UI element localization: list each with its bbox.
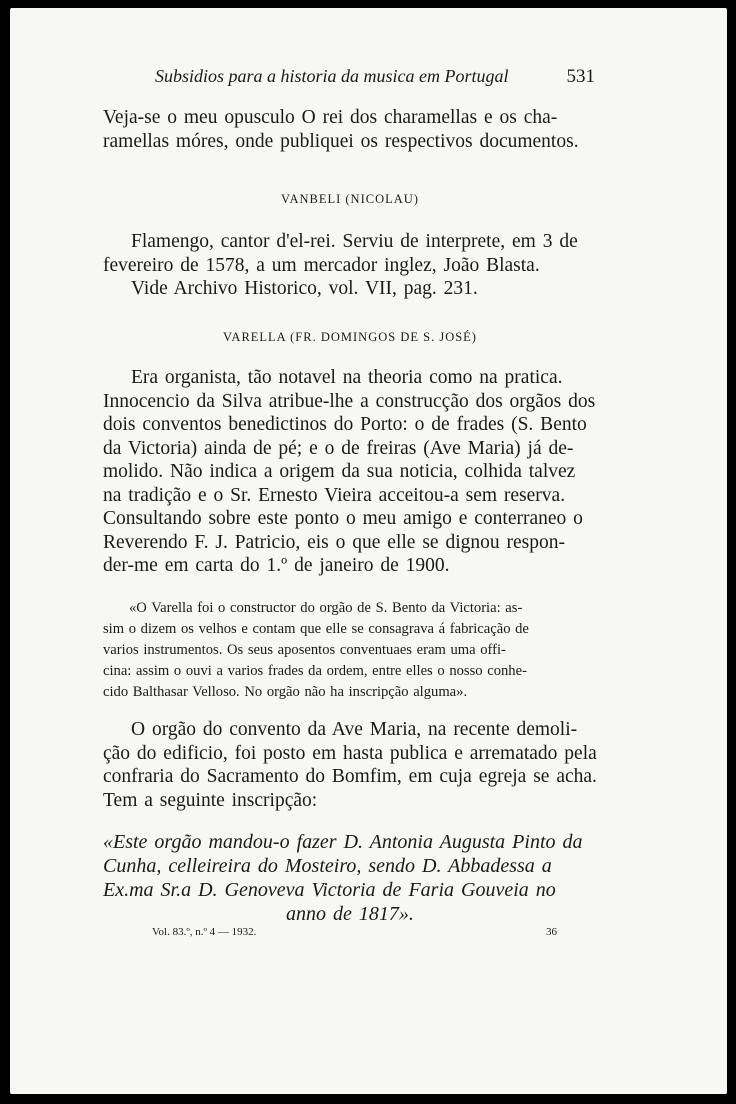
text-line: Era organista, tão notavel na theoria como na pratica. — [131, 367, 563, 388]
entry-heading-varella: VARELLA (FR. DOMINGOS DE S. JOSÉ) — [223, 330, 477, 344]
inscription-line: Cunha, celleireira do Mosteiro, sendo D. Abbadessa a — [103, 855, 552, 877]
quote-line: cina: assim o ouvi a varios frades da ordem, entre elles o nosso conhe- — [103, 663, 527, 679]
text-line: da Victoria) ainda de pé; e o de freiras (Ave Maria) já de- — [103, 437, 574, 459]
document-page — [10, 8, 727, 1094]
organ-paragraph — [103, 718, 597, 812]
page-footer — [152, 926, 557, 938]
text-line: dois conventos benedictinos do Porto: o de frades (S. Bento — [103, 414, 587, 435]
text-line: ção do edificio, foi posto em hasta publica e arrematado pela — [103, 742, 597, 764]
text-line: Reverendo F. J. Patricio, eis o que elle se dignou respon- — [103, 531, 565, 553]
text-line: der-me em carta do 1.º de janeiro de 1900. — [103, 555, 450, 576]
running-title: Subsidios para a historia da musica em Portugal — [155, 66, 509, 86]
letter-quote — [103, 598, 597, 703]
text-line: Tem a seguinte inscripção: — [103, 789, 318, 811]
quote-line: «O Varella foi o constructor do orgão de S. Bento da Victoria: as- — [129, 600, 523, 616]
text-line: fevereiro de 1578, a um mercador inglez, João Blasta. — [103, 254, 540, 276]
volume-reference: Vol. 83.º, n.º 4 — 1932. — [152, 926, 257, 938]
text-line: Flamengo, cantor d'el-rei. Serviu de interprete, em 3 de — [131, 231, 578, 252]
organ-inscription — [103, 830, 597, 926]
text-line: na tradição e o Sr. Ernesto Vieira acceitou-a sem reserva. — [103, 484, 566, 506]
text-line: Consultando sobre este ponto o meu amigo e conterraneo o — [103, 508, 583, 529]
inscription-line: «Este orgão mandou-o fazer D. Antonia Augusta Pinto da — [103, 831, 583, 853]
text-line: ramellas móres, onde publiquei os respectivos documentos. — [103, 130, 579, 152]
text-line: Veja-se o meu opusculo O rei dos charamellas e os cha- — [103, 107, 558, 128]
text-line: Innocencio da Silva atribue-lhe a construcção dos orgãos dos — [103, 390, 596, 412]
varella-paragraph — [103, 366, 597, 578]
vanbeli-paragraph — [103, 230, 597, 301]
inscription-line: anno de 1817». — [286, 903, 414, 925]
text-line: confraria do Sacramento do Bomfim, em cuja egreja se acha. — [103, 766, 597, 787]
intro-paragraph — [103, 106, 597, 153]
signature-mark: 36 — [546, 926, 557, 938]
entry-heading-vanbeli: VANBELI (NICOLAU) — [281, 192, 419, 206]
running-header — [155, 66, 595, 88]
quote-line: sim o dizem os velhos e contam que elle se consagrava á fabricação de — [103, 621, 529, 637]
quote-line: varios instrumentos. Os seus aposentos conventuaes eram uma offi- — [103, 642, 506, 658]
text-line: Vide Archivo Historico, vol. VII, pag. 231. — [131, 278, 478, 299]
text-line: molido. Não indica a origem da sua noticia, colhida talvez — [103, 461, 576, 482]
quote-line: cido Balthasar Velloso. No orgão não ha inscripção alguma». — [103, 684, 468, 700]
text-line: O orgão do convento da Ave Maria, na recente demoli- — [131, 719, 578, 740]
page-number: 531 — [566, 66, 595, 87]
inscription-line: Ex.ma Sr.a D. Genoveva Victoria de Faria Gouveia no — [103, 879, 556, 901]
